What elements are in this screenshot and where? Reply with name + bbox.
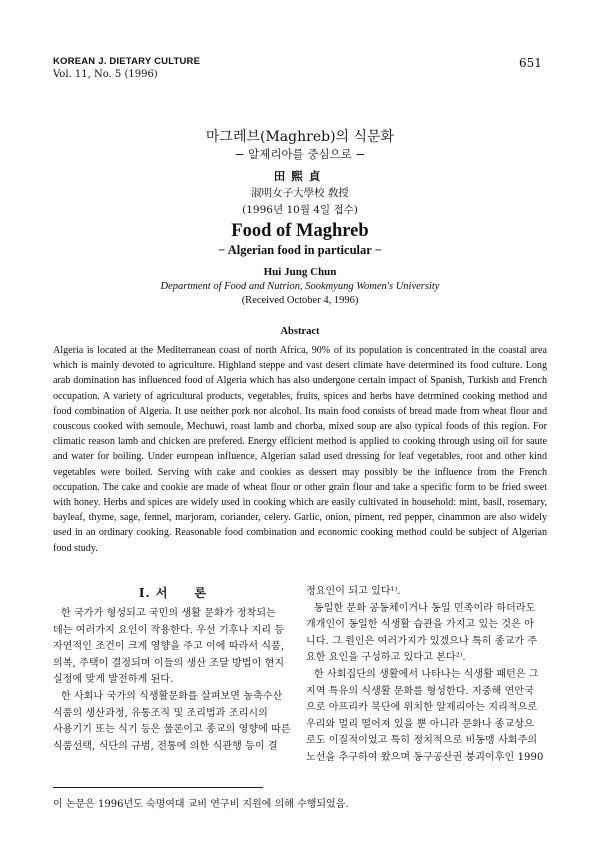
body-line: 자연적인 조건이 크게 영향을 주고 이에 따라서 식품, <box>53 641 285 653</box>
body-line: 로도 이질적이었고 특히 정치적으로 비동맹 사회주의 <box>306 735 538 747</box>
english-title: Food of Maghreb <box>231 221 369 241</box>
abstract-heading: Abstract <box>280 326 320 337</box>
korean-subtitle: − 알제리아를 중심으로 − <box>234 147 366 161</box>
body-line: 노선을 추구하여 왔으며 동구공산권 붕괴이후인 1990 <box>306 751 544 763</box>
body-line: 한 사회나 국가의 식생활문화를 살펴보면 농축수산 <box>61 690 283 702</box>
volume-info: Vol. 11, No. 5 (1996) <box>53 69 158 80</box>
body-line: 실정에 맞게 발전하게 된다. <box>53 674 174 686</box>
body-line: 우리와 멀리 떨어져 있을 뿐 아니라 문화나 종교상으 <box>306 718 534 730</box>
korean-affiliation: 淑明女子大學校 敎授 <box>251 187 349 199</box>
body-line: 동일한 문화 공동체이거나 동일 민족이라 하더라도 <box>314 602 536 614</box>
korean-received-date: (1996년 10월 4일 접수) <box>242 204 358 216</box>
right-column-body <box>306 584 547 767</box>
body-line: 니다. 그 원인은 여러가지가 있겠으나 특히 종교가 주 <box>306 635 538 647</box>
abstract-text: Algeria is located at the Mediterranean coast of north Africa, 90% of its population is concentrated in the coastal area which is mainly devoted to agriculture. Highland steppe and vast desert climate have determined its food culture. Long arab domination has influenced food of Algeria which has also undergone certain impact of Spanish, Turkish and French occupation. A variety of agricultural products, vegetables, fruits, spices and herbs have detrmined cooking method and food combination of Algeria. It use neither pork nor alcohol. Its main food consists of bread made from wheat flour and couscous cooked with semoule, Mechuwi, roast lamb and chorba, mixed soup are also typical foods of this region. For climatic reason lamb and chicken are prefered. Energy efficient method is applied to cooking through using oil for saute and water for boiling. Under european influence, Algerian salad used dressing for leaf vegetables, root and other kind vegetables were boiled. Serving with cake and cookies as dessert may possibly be the influence from the French occupation. The cake and cookie are made of wheat flour or other grain flour and take a specific form to be fried sweet with honey. Herbs and spices are widely used in cooking which are easily cultivated in household: mint, basil, rosemary, bayleaf, thyme, sage, fennel, marjoram, coriander, celery. Garlic, onion, piment, red pepper, cinammon are also widely used in an ordinary cooking. Reasonable food combination and economic cooking method could be subject of Algerian food study. <box>53 345 547 554</box>
page-number: 651 <box>519 56 542 70</box>
left-column-body <box>53 606 293 755</box>
body-line: 한 국가가 형성되고 국민의 생활 문화가 정착되는 <box>61 608 276 619</box>
body-line: 식품의 생산과정, 유통조직 및 조리법과 조리시의 <box>53 707 268 719</box>
body-line: 데는 여러가지 요인이 작용한다. 우선 기후나 지리 등 <box>53 624 285 636</box>
body-line: 식품선택, 식단의 규범, 전통에 의한 식관행 등이 결 <box>53 740 278 752</box>
english-affiliation: Department of Food and Nutrion, Sookmyung Women's University <box>160 281 440 292</box>
footnote-divider <box>53 787 263 788</box>
body-line: 사용기기 또는 식기 등은 물론이고 종교의 영향에 따른 <box>53 724 291 736</box>
body-line: 의복, 주택이 결정되며 이들의 생산 조달 방법이 현지 <box>53 657 285 669</box>
english-author: Hui Jung Chun <box>263 266 337 278</box>
footnote: 이 논문은 1996년도 숙명여대 교비 연구비 지원에 의해 수행되었음. <box>53 799 349 810</box>
journal-name: KOREAN J. DIETARY CULTURE <box>53 56 201 67</box>
korean-author: 田熙貞 <box>273 169 327 183</box>
body-line: 한 사회집단의 생활에서 나타나는 식생활 패턴은 그 <box>314 668 539 680</box>
body-line: 요한 요인을 구성하고 있다고 본다²⁾. <box>306 652 466 664</box>
body-line: 정요인이 되고 있다¹⁾. <box>306 586 401 597</box>
body-line: 개개인이 동일한 식생활 습관을 가지고 있는 것은 아 <box>306 619 534 631</box>
body-line: 지역 특유의 식생활 문화를 형성한다. 지중해 연안국 <box>306 685 534 697</box>
english-subtitle: − Algerian food in particular − <box>218 243 382 257</box>
body-line: 으로 아프리카 북단에 위치한 알제리아는 지리적으로 <box>306 702 538 714</box>
section-heading: I. 서 론 <box>138 586 208 600</box>
korean-title: 마그레브(Maghreb)의 식문화 <box>205 129 395 145</box>
english-received-date: (Received October 4, 1996) <box>241 295 359 306</box>
